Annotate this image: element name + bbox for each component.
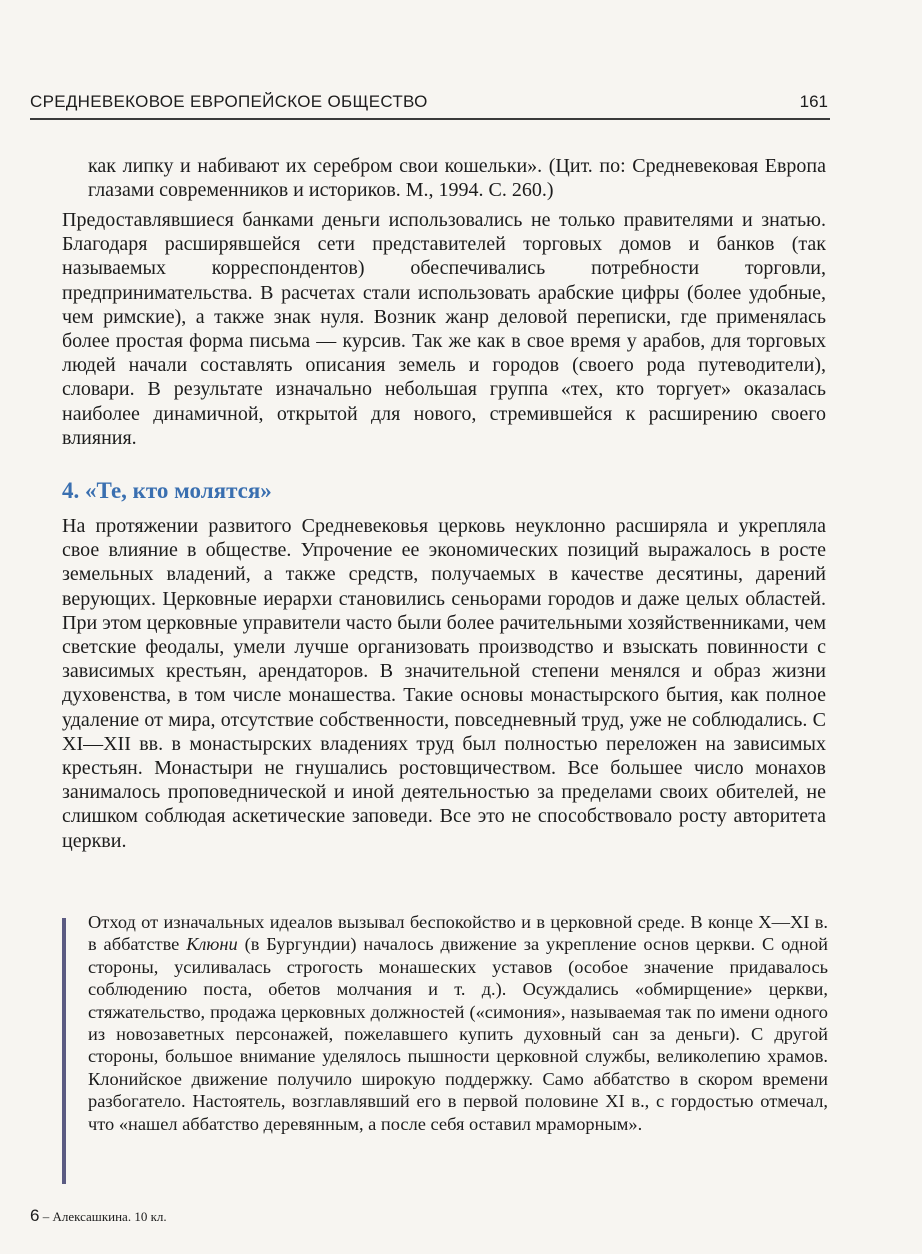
- signature-text: – Алексашкина. 10 кл.: [42, 1209, 167, 1224]
- signature-footer: [30, 1206, 167, 1226]
- running-header-title: СРЕДНЕВЕКОВОЕ ЕВРОПЕЙСКОЕ ОБЩЕСТВО: [30, 92, 428, 111]
- note-text-end: (в Бургундии) началось движение за укрепление основ церкви. С одной стороны, усиливалась строгость монашеских уставов (особое значение придавалось соблюдению поста, обетов молчания и т. д.). Осуждались «обмирщение» церкви, стяжательство, продажа церковных должностей («симония», называемая так по имени одного из новозаветных персонажей, пожелавшего купить духовный сан за деньги). С другой стороны, большое внимание уделялось пышности церковной службы, великолепию храмов. Клонийское движение получило широкую поддержку. Само аббатство в скором времени разбогатело. Настоятель, возглавлявший его в первой половине XI в., с гордостью отмечал, что «нашел аббатство деревянным, а после себя оставил мраморным».: [88, 934, 828, 1134]
- page-number: 161: [799, 92, 828, 111]
- note-margin-bar: [62, 918, 66, 1184]
- note-italic-term: Клюни: [186, 934, 238, 955]
- signature-number: 6: [30, 1206, 40, 1225]
- quote-continuation: как липку и набивают их серебром свои кошельки». (Цит. по: Средневековая Европа глазами современников и историков. М., 1994. С. 260.): [88, 155, 826, 202]
- running-header: [30, 88, 830, 120]
- supplementary-note: [88, 911, 828, 1135]
- note-text-start: Отход от изначальных идеалов вызывал беспокойство и в церковной среде. В конце X—XI в. в аббатстве: [88, 912, 828, 955]
- section-heading: 4. «Те, кто молятся»: [62, 478, 272, 503]
- body-paragraph-1: Предоставлявшиеся банками деньги использовались не только правителями и знатью. Благодаря расширявшейся сети представителей торговых домов и банков (так называемых корреспондентов) обеспечивались потребности торговли, предпринимательства. В расчетах стали использовать арабские цифры (более удобные, чем римские), а также знак нуля. Возник жанр деловой переписки, где применялась более простая форма письма — курсив. Так же как в свое время у арабов, для торговых людей начали составлять описания земель и городов (своего рода путеводители), словари. В результате изначально небольшая группа «тех, кто торгует» оказалась наиболее динамичной, открытой для нового, стремившейся к расширению своего влияния.: [62, 209, 826, 449]
- body-paragraph-2: На протяжении развитого Средневековья церковь неуклонно расширяла и укрепляла свое влияние в обществе. Упрочение ее экономических позиций выражалось в росте земельных владений, а также средств, получаемых в качестве десятины, дарений верующих. Церковные иерархи становились сеньорами городов и даже целых областей. При этом церковные управители часто были более рачительными хозяйственниками, чем светские феодалы, умели лучше организовать производство и взыскать повинности с зависимых крестьян, арендаторов. В значительной степени менялся и образ жизни духовенства, в том числе монашества. Такие основы монастырского бытия, как полное удаление от мира, отсутствие собственности, повседневный труд, уже не соблюдались. С XI—XII вв. в монастырских владениях труд был полностью переложен на зависимых крестьян. Монастыри не гнушались ростовщичеством. Все большее число монахов занималось проповеднической и иной деятельностью за пределами своих обителей, не слишком соблюдая аскетические заповеди. Все это не способствовало росту авторитета церкви.: [62, 515, 826, 852]
